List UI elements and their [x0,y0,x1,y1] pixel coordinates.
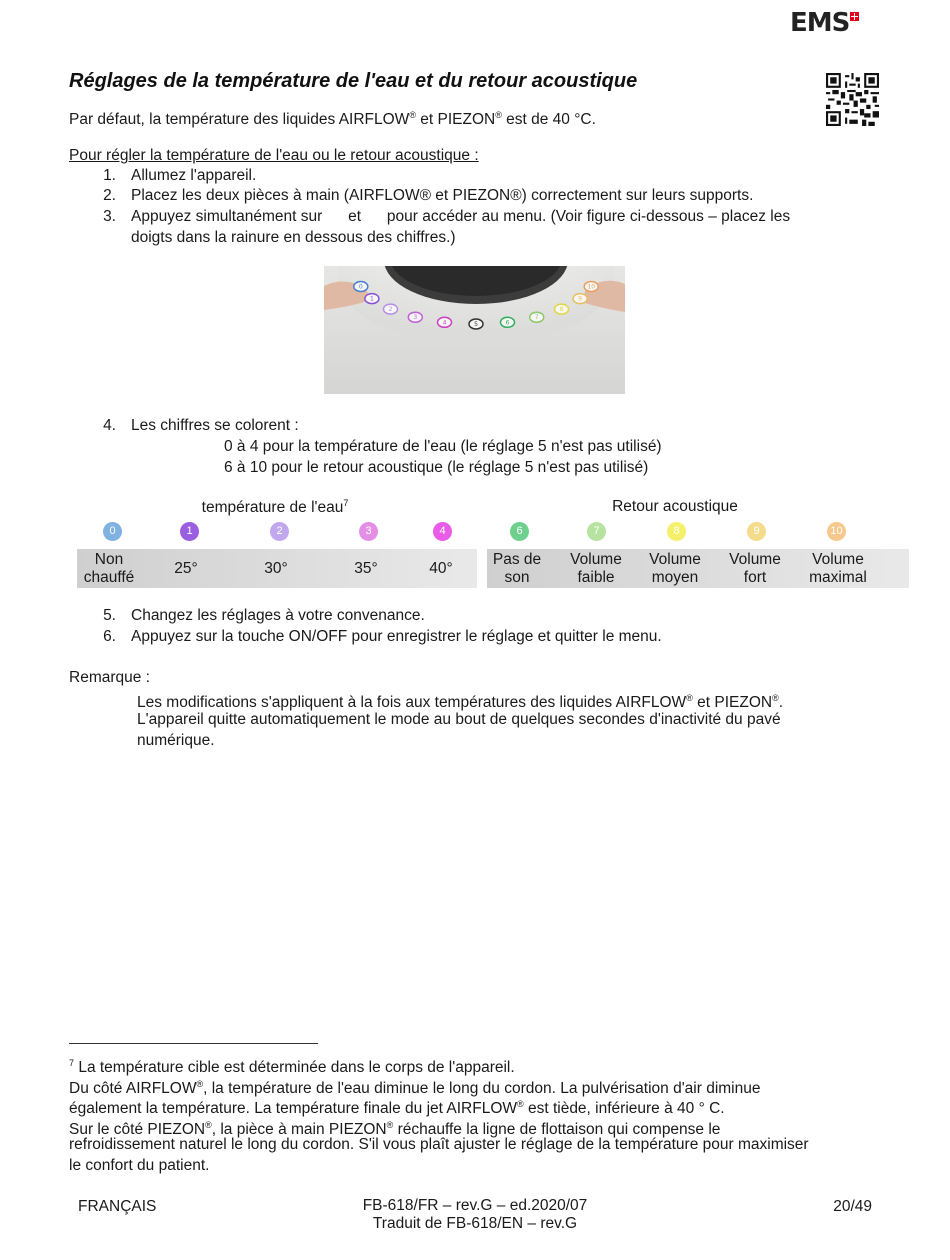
remark-line: Les modifications s'appliquent à la fois aux températures des liquides AIRFLOW® et PIEZON®. [137,693,784,712]
color-dot-0: 0 [103,522,122,541]
step-number: 5. [103,607,116,624]
remark-line: L'appareil quitte automatiquement le mode au bout de quelques secondes d'inactivité du pavé [137,711,781,728]
howto-heading: Pour régler la température de l'eau ou le retour acoustique : [69,147,479,164]
sound-cell: Volume moyen [649,550,701,586]
ems-logo: EMS [790,8,859,38]
keypad-key-label: 7 [534,314,539,322]
keypad-key-label: 0 [358,283,363,291]
sound-cell: Volume faible [570,550,622,586]
sound-cell: Volume maximal [809,550,867,586]
step-text-continued: doigts dans la rainure en dessous des chiffres.) [131,229,456,246]
color-dot-1: 1 [180,522,199,541]
step-text: Appuyez sur la touche ON/OFF pour enregistrer le réglage et quitter le menu. [131,628,662,645]
step-subtext: 6 à 10 pour le retour acoustique (le réglage 5 n'est pas utilisé) [224,459,649,476]
footnote-line: Sur le côté PIEZON®, la pièce à main PIEZON® réchauffe la ligne de flottaison qui compense le [69,1120,721,1139]
step-text: Appuyez simultanément sur et pour accéder au menu. (Voir figure ci-dessous – placez les [131,208,791,225]
color-dot-4: 4 [433,522,452,541]
step-text: Placez les deux pièces à main (AIRFLOW® et PIEZON®) correctement sur leurs supports. [131,187,754,204]
footnote-divider [69,1043,318,1044]
step-number: 2. [103,187,116,204]
swiss-cross-icon [850,12,859,21]
remark-heading: Remarque : [69,669,150,686]
temperature-heading: température de l'eau$^7$ [201,498,349,517]
temp-cell: Non chauffé [83,550,135,586]
color-dot-3: 3 [359,522,378,541]
remark-line: numérique. [137,732,215,749]
step-number: 1. [103,167,116,184]
page-title: Réglages de la température de l'eau et du retour acoustique [69,70,638,92]
footnote-line: refroidissement naturel le long du cordon. S'il vous plaît ajuster le réglage de la température pour maximiser [69,1136,809,1153]
temp-cell: 40° [429,559,453,577]
footer-reference: FB-618/FR – rev.G – ed.2020/07 [362,1197,588,1214]
step-number: 6. [103,628,116,645]
keypad-key-label: 6 [505,319,510,327]
footnote-line: Du côté AIRFLOW®, la température de l'eau diminue le long du cordon. La pulvérisation d'air diminue [69,1079,761,1098]
color-dot-6: 6 [510,522,529,541]
keypad-key-label: 8 [559,306,564,314]
keypad-key-label: 9 [578,295,583,303]
page-number: 20/49 [833,1198,872,1215]
step-number: 3. [103,208,116,225]
keypad-key-label: 5 [474,321,478,328]
keypad-photo [324,266,625,394]
step-subtext: 0 à 4 pour la température de l'eau (le réglage 5 n'est pas utilisé) [224,438,662,455]
step-number: 4. [103,417,116,434]
keypad-key-label: 1 [369,295,374,303]
footnote-line: le confort du patient. [69,1157,210,1174]
footer-language: FRANÇAIS [78,1198,157,1215]
keypad-key-label: 4 [442,319,447,327]
temp-cell: 25° [174,559,198,577]
keypad-key-label: 10 [587,283,596,291]
step-text: Changez les réglages à votre convenance. [131,607,425,624]
keypad-key-label: 3 [413,314,418,322]
sound-cell: Volume fort [729,550,781,586]
footnote-line: $^7$ La température cible est déterminée dans le corps de l'appareil. [69,1058,515,1077]
color-dot-2: 2 [270,522,289,541]
step-text: Les chiffres se colorent : [131,417,299,434]
sound-heading: Retour acoustique [612,498,738,515]
color-dot-8: 8 [667,522,686,541]
temp-cell: 30° [264,559,288,577]
step-text: Allumez l'appareil. [131,167,257,184]
intro-text: Par défaut, la température des liquides AIRFLOW® et PIEZON® est de 40 °C. [69,110,596,129]
qr-code-icon [826,73,879,126]
footer-translation: Traduit de FB-618/EN – rev.G [372,1215,578,1232]
color-dot-10: 10 [827,522,846,541]
temp-cell: 35° [354,559,378,577]
sound-cell: Pas de son [492,550,542,586]
footnote-line: également la température. La température finale du jet AIRFLOW® est tiède, inférieure à 40 ° C. [69,1099,725,1118]
color-dot-7: 7 [587,522,606,541]
keypad-key-label: 2 [388,306,393,314]
color-dot-9: 9 [747,522,766,541]
